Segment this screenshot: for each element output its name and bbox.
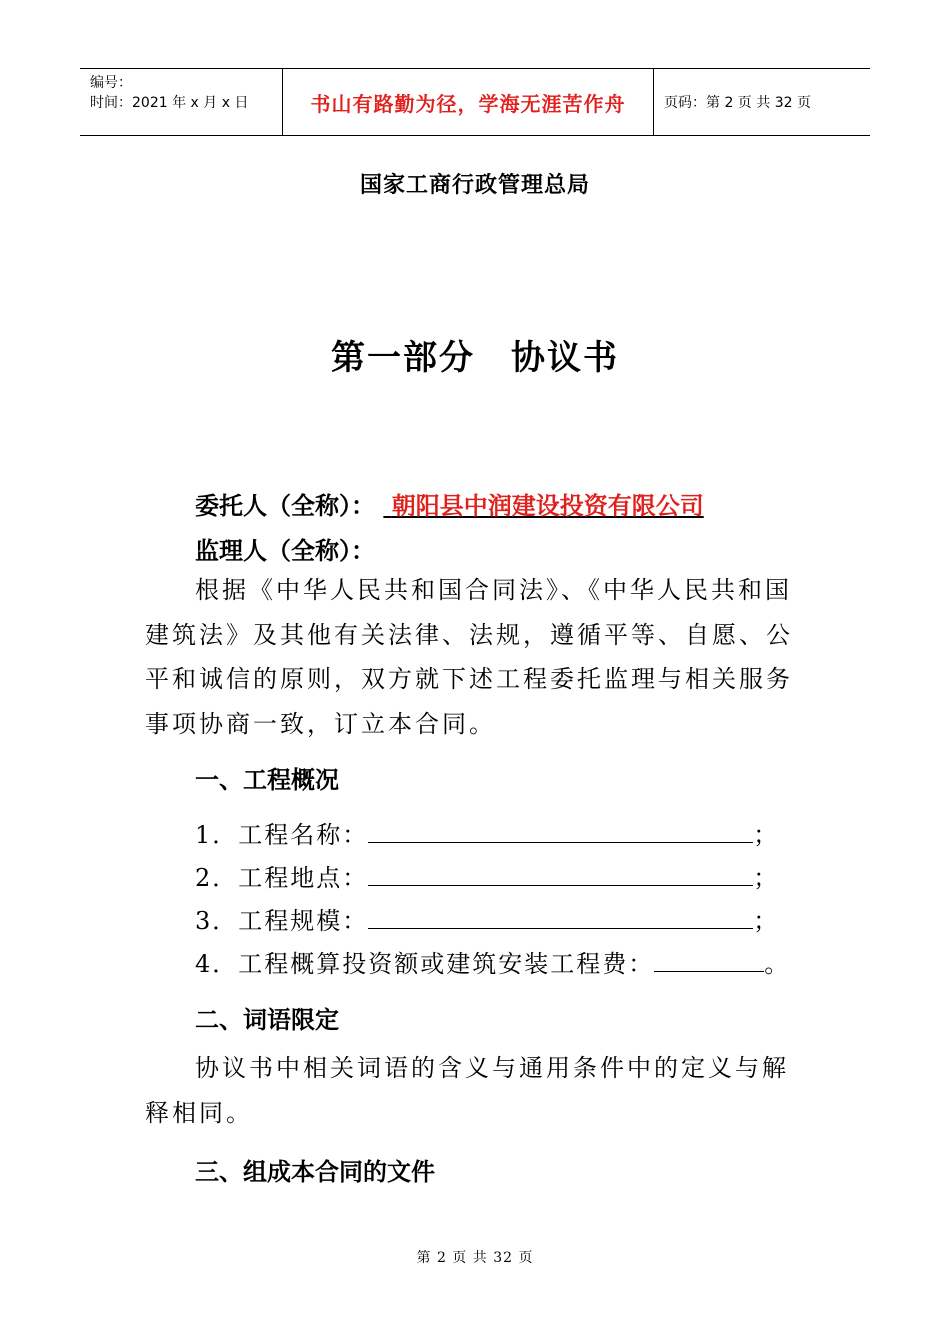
item-project-scale: 3．工程规模： ； xyxy=(195,901,779,936)
supervisor-label: 监理人（全称）： xyxy=(195,537,375,565)
section3-heading: 三、组成本合同的文件 xyxy=(195,1158,435,1186)
page-header xyxy=(80,68,870,136)
header-meta xyxy=(80,69,282,135)
principal-value: 朝阳县中润建设投资有限公司 xyxy=(391,492,704,520)
blank-line[interactable] xyxy=(368,904,753,929)
document-time-label: 时间：2021 年 x 月 x 日 xyxy=(90,95,249,111)
document-number-label: 编号： xyxy=(90,75,132,91)
section2-text: 协议书中相关词语的含义与通用条件中的定义与解释相同。 xyxy=(145,1054,789,1127)
header-motto: 书山有路勤为径，学海无涯苦作舟 xyxy=(282,69,654,135)
agency-name: 国家工商行政管理总局 xyxy=(359,173,590,198)
principal-line xyxy=(195,486,704,521)
blank-line[interactable] xyxy=(368,818,753,843)
intro-paragraph: 根据《中华人民共和国合同法》、《中华人民共和国建筑法》及其他有关法律、法规，遵循平等、自愿、公平和诚信的原则，双方就下述工程委托监理与相关服务事项协商一致，订立本合同。 xyxy=(145,576,793,738)
part-title: 第一部分 协议书 xyxy=(331,338,619,378)
item-project-cost: 4．工程概算投资额或建筑安装工程费： 。 xyxy=(195,944,790,979)
section2-heading: 二、词语限定 xyxy=(195,1006,339,1034)
section1-heading: 一、工程概况 xyxy=(195,766,339,794)
blank-line[interactable] xyxy=(368,861,753,886)
supervisor-line xyxy=(195,531,375,566)
item-project-location: 2．工程地点： ； xyxy=(195,858,779,893)
principal-label: 委托人（全称）： xyxy=(195,492,375,520)
header-page-info: 页码：第 2 页 共 32 页 xyxy=(664,95,811,111)
page-footer: 第 2 页 共 32 页 xyxy=(416,1250,534,1266)
blank-line[interactable] xyxy=(654,947,764,972)
item-project-name: 1．工程名称： ； xyxy=(195,815,779,850)
